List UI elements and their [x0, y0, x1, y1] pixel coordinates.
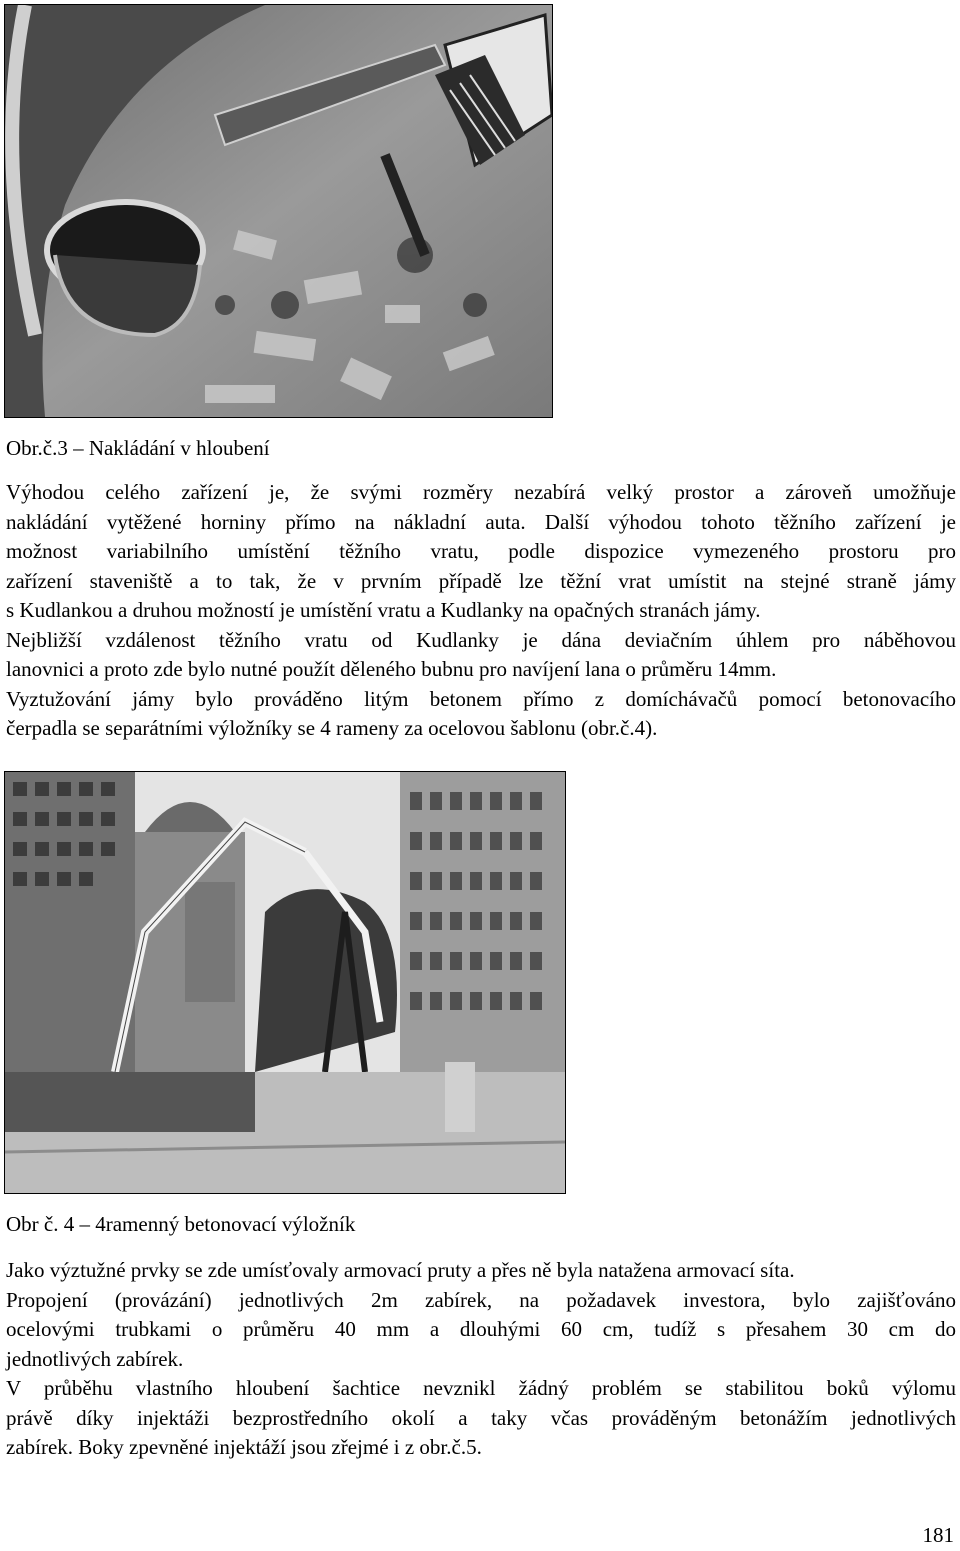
body-paragraph [6, 1256, 956, 1463]
text-line: právě díky injektáži bezprostředního okolí a taky včas prováděným betonážím jednotlivých [6, 1405, 956, 1430]
text-line: možnost variabilního umístění těžního vratu, podle dispozice vymezeného prostoru pro [6, 539, 956, 563]
text-line: zabírek. Boky zpevněné injektáží jsou zřejmé i z obr.č.5. [6, 1435, 482, 1459]
text-line: Výhodou celého zařízení je, že svými rozměry nezabírá velký prostor a zároveň umožňuje [6, 480, 956, 504]
text-line: Nejbližší vzdálenost těžního vratu od Kudlanky je dána deviačním úhlem pro náběhovou [6, 627, 956, 652]
figure-caption: Obr.č.3 – Nakládání v hloubení [6, 436, 270, 460]
text-line: V průběhu vlastního hloubení šachtice nevznikl žádný problém se stabilitou boků výlomu [6, 1376, 956, 1400]
excavation-photo [4, 4, 553, 418]
text-line: Jako výztužné prvky se zde umísťovaly armovací pruty a přes ně byla natažena armovací síta. [6, 1258, 795, 1282]
text-line: jednotlivých zabírek. [6, 1346, 184, 1371]
text-line: Propojení (provázání) jednotlivých 2m zabírek, na požadavek investora, bylo zajišťováno [6, 1287, 956, 1312]
text-line: lanovnici a proto zde bylo nutné použít děleného bubnu pro navíjení lana o průměru 14mm. [6, 657, 777, 681]
figure-caption: Obr č. 4 – 4ramenný betonovací výložník [6, 1212, 356, 1236]
body-paragraph [6, 478, 956, 744]
text-line: nakládání vytěžené horniny přímo na nákladní auta. Další výhodou tohoto těžního zařízení je [6, 509, 956, 534]
text-line: čerpadla se separátními výložníky se 4 rameny za ocelovou šablonu (obr.č.4). [6, 716, 658, 740]
page-number: 181 [922, 1523, 954, 1547]
concrete-boom-photo [4, 771, 566, 1194]
text-line: Vyztužování jámy bylo prováděno litým betonem přímo z domíchávačů pomocí betonovacího [6, 686, 956, 711]
text-line: s Kudlankou a druhou možností je umístění vratu a Kudlanky na opačných stranách jámy. [6, 598, 761, 622]
text-line: zařízení staveniště a to tak, že v prvním případě lze těžní vrat umístit na stejné straně jámy [6, 568, 956, 593]
text-line: ocelovými trubkami o průměru 40 mm a dlouhými 60 cm, tudíž s přesahem 30 cm do [6, 1317, 956, 1341]
